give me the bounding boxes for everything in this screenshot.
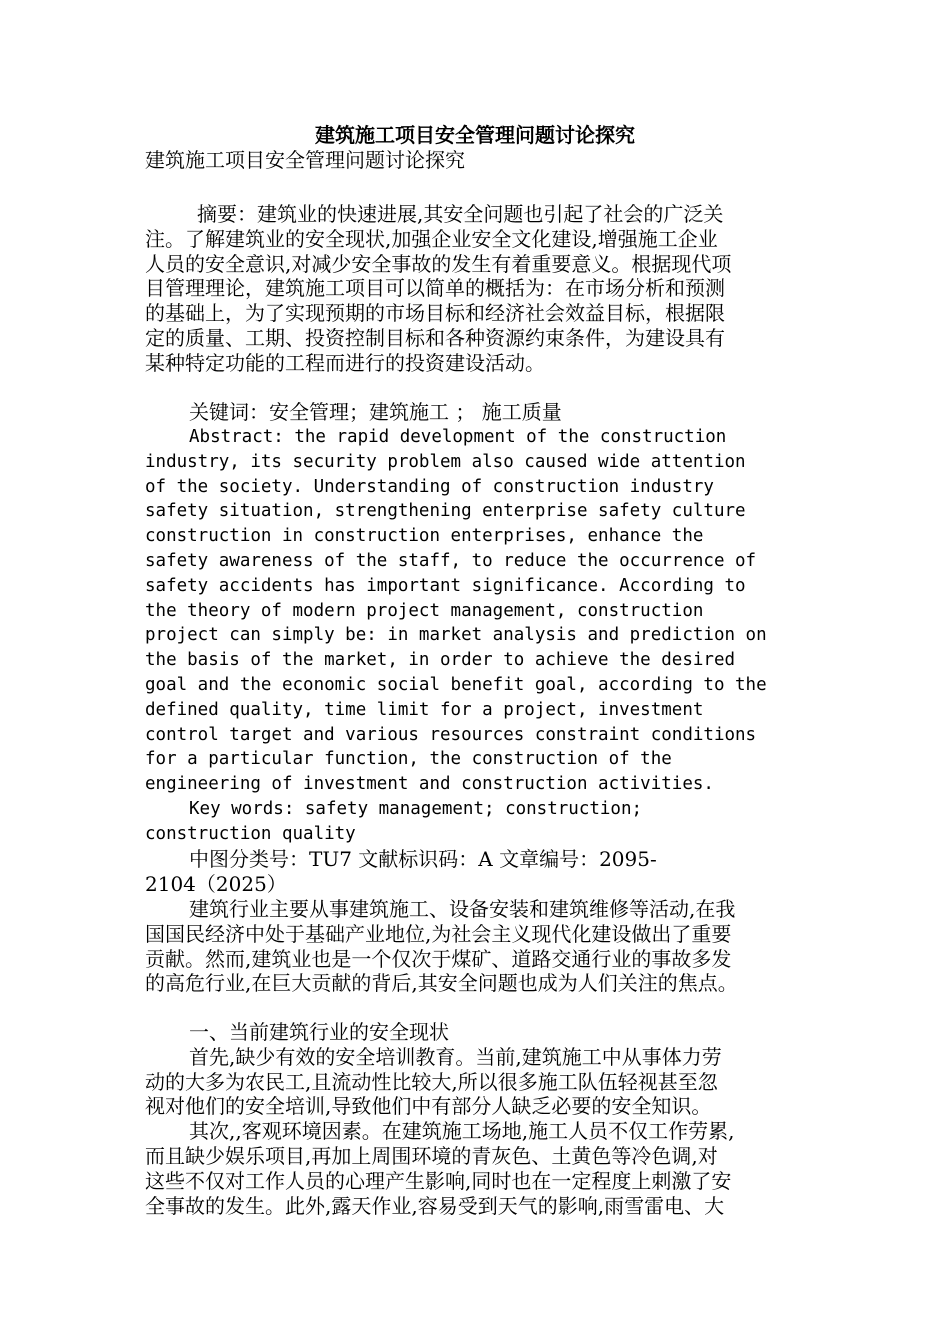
section1-para1-line: 动的大多为农民工,且流动性比较大,所以很多施工队伍轻视甚至忽 [145,1069,718,1094]
abstract-en-line: Abstract: the rapid development of the construction [189,427,727,447]
intro-paragraph [145,897,810,996]
abstract-en-paragraph [145,425,810,847]
section1-para2-line: 而且缺少娱乐项目,再加上周围环境的青灰色、土黄色等冷色调,对 [145,1143,718,1168]
abstract-cn-paragraph [145,202,810,376]
abstract-cn-line: 人员的安全意识,对减少安全事故的发生有着重要意义。根据现代项 [145,251,732,276]
abstract-en-line: safety awareness of the staff, to reduce the occurrence of [145,550,757,571]
abstract-en-line: the theory of modern project management, construction [145,600,704,621]
abstract-en-line: construction in construction enterprises, enhance the [145,526,704,547]
abstract-en-line: for a particular function, the construction of the [145,749,672,770]
section1-para2-line: 其次,,客观环境因素。在建筑施工场地,施工人员不仅工作劳累, [189,1119,735,1144]
abstract-cn-line: 目管理理论，建筑施工项目可以简单的概括为：在市场分析和预测 [145,276,725,301]
intro-line: 的高危行业,在巨大贡献的背后,其安全问题也成为人们关注的焦点。 [145,971,738,996]
abstract-cn-line: 注。了解建筑业的安全现状,加强企业安全文化建设,增强施工企业 [145,226,718,251]
section1 [145,1020,810,1218]
section-heading: 一、当前建筑行业的安全现状 [189,1020,449,1044]
abstract-en-line: of the society. Understanding of construction industry [145,476,714,497]
section1-para1-line: 首先,缺少有效的安全培训教育。当前,建筑施工中从事体力劳 [189,1044,722,1069]
section1-para1-line: 视对他们的安全培训,导致他们中有部分人缺乏必要的安全知识。 [145,1094,712,1119]
abstract-en-line: control target and various resources constraint conditions [145,724,757,745]
document-title: 建筑施工项目安全管理问题讨论探究 [315,123,635,147]
subtitle-text: 建筑施工项目安全管理问题讨论探究 [145,148,465,172]
abstract-cn-line: 定的质量、工期、投资控制目标和各种资源约束条件，为建设具有 [145,325,725,350]
abstract-en-line: safety situation, strengthening enterprise safety culture [145,501,746,522]
intro-line: 国国民经济中处于基础产业地位,为社会主义现代化建设做出了重要 [145,921,732,946]
abstract-cn-line: 某种特定功能的工程而进行的投资建设活动。 [145,350,545,375]
section1-para2-line: 这些不仅对工作人员的心理产生影响,同时也在一定程度上刺激了安 [145,1168,732,1193]
intro-line: 贡献。然而,建筑业也是一个仅次于煤矿、道路交通行业的事故多发 [145,946,732,971]
intro-line: 建筑行业主要从事建筑施工、设备安装和建筑维修等活动,在我 [189,897,736,921]
abstract-en-line: safety accidents has important significance. According to [145,575,746,596]
keywords-cn-text: 关键词：安全管理；建筑施工 ； 施工质量 [189,400,562,424]
classification-line: 2104（2025） [145,871,287,896]
abstract-en-line: industry, its security problem also caused wide attention [145,451,746,472]
classification-line: 中图分类号：TU7 文献标识码：A 文章编号：2095- [189,847,657,871]
section1-para2-line: 全事故的发生。此外,露天作业,容易受到天气的影响,雨雪雷电、大 [145,1193,725,1218]
abstract-en-line: project can simply be: in market analysis and prediction on [145,625,767,646]
abstract-en-line: the basis of the market, in order to achieve the desired [145,650,736,671]
abstract-en-line: engineering of investment and construction activities. [145,774,714,795]
keywords-en-line: construction quality [145,823,356,844]
keywords-en-line: Key words: safety management; construction; [189,798,643,819]
abstract-en-line: defined quality, time limit for a project, investment [145,699,704,720]
keywords-cn [145,400,810,425]
abstract-cn-line: 的基础上，为了实现预期的市场目标和经济社会效益目标，根据限 [145,301,725,326]
abstract-en-line: goal and the economic social benefit goal, according to the [145,674,767,695]
document-subtitle [145,148,810,173]
abstract-cn-line: 摘要：建筑业的快速进展,其安全问题也引起了社会的广泛关 [197,202,724,226]
classification-info [145,847,810,897]
